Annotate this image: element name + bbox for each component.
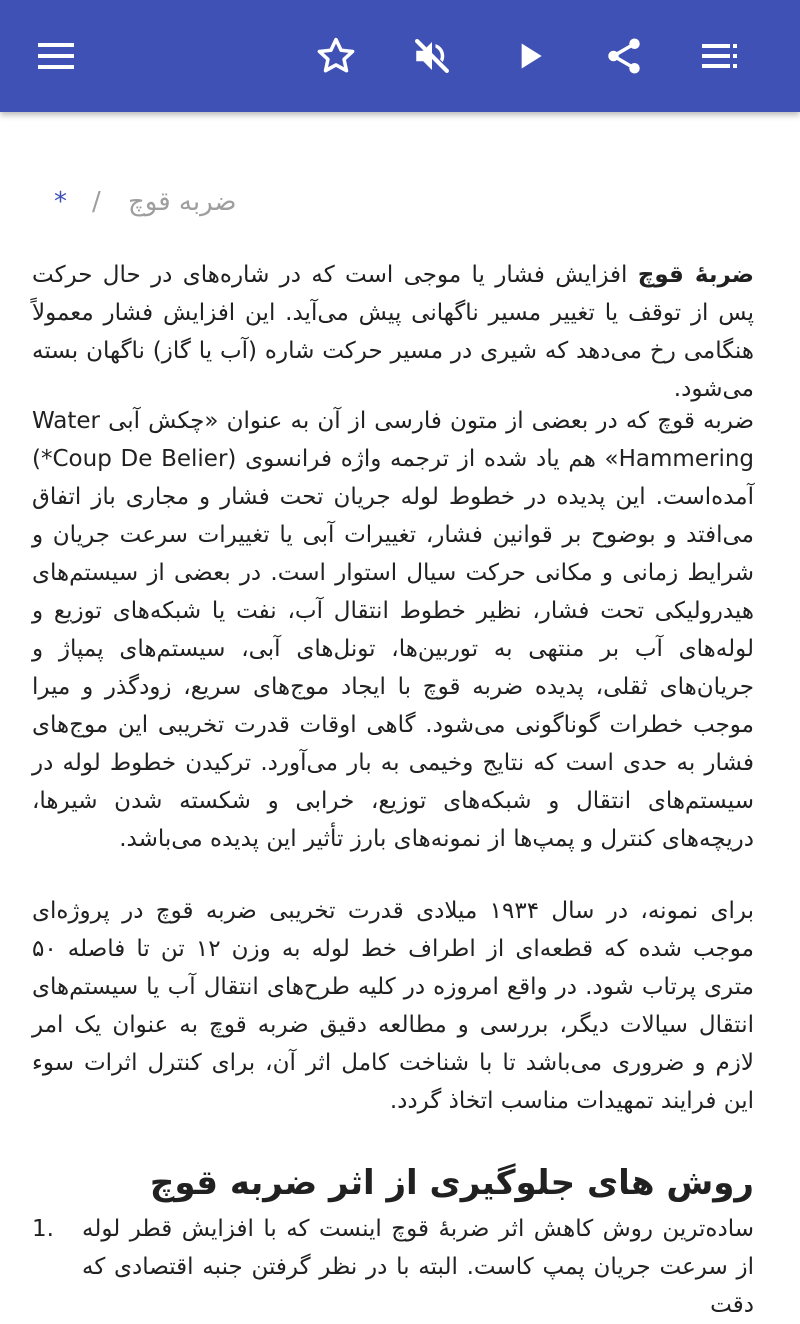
star-outline-icon: [315, 35, 357, 77]
list-icon: [700, 36, 740, 76]
favorite-button[interactable]: [302, 22, 370, 90]
breadcrumb-current: ضربه قوچ: [128, 187, 237, 217]
article-paragraph-3: برای نمونه، در سال ۱۹۳۴ میلادی قدرت تخریبی ضربه قوچ در پروژه‌ای موجب شده که قطعه‌ای از اطراف خط لوله به وزن ۱۲ تن تا فاصله ۵۰ متری پرتاب شود. در واقع امروزه در کلیه طرح‌های انتقال آب یا سیستم‌های انتقال سیالات دیگر، بررسی و مطالعه دقیق ضربه قوچ به عنوان یک امر لازم و ضروری می‌باشد تا با شناخت کامل اثر آن، برای کنترل اثرات سوء این فرایند تمهیدات مناسب اتخاذ گردد.: [32, 898, 755, 1114]
play-icon: [510, 36, 550, 76]
volume-off-icon: [411, 35, 453, 77]
table-of-contents-button[interactable]: [686, 22, 754, 90]
list-item-text: ساده‌ترین روش کاهش اثر ضربهٔ قوچ اینست که با افزایش قطر لوله از سرعت جریان پمپ کاست. البته با در نظر گرفتن جنبه اقتصادی که دقت: [82, 1216, 754, 1318]
share-icon: [603, 35, 645, 77]
prevention-methods-list: [32, 1210, 754, 1324]
section-heading: روش های جلوگیری از اثر ضربه قوچ: [149, 1163, 754, 1203]
breadcrumb-separator: /: [92, 187, 101, 217]
play-button[interactable]: [496, 22, 564, 90]
hamburger-icon: [36, 36, 76, 76]
menu-button[interactable]: [22, 22, 90, 90]
list-item: [32, 1210, 754, 1324]
article-term: ضربهٔ قوچ: [637, 262, 754, 288]
article-paragraph-2: ضربه قوچ که در بعضی از متون فارسی از آن به عنوان «چکش آبی Water Hammering» هم یاد شده از ترجمه واژه فرانسوی (Coup De Belier*) آمده‌است. این پدیده در خطوط لوله جریان تحت فشار و مجاری باز اتفاق می‌افتد و بوضوح بر قوانین فشار، تغییرات آبی یا تغییرات سرعت جریان و شرایط زمانی و مکانی حرکت سیال استوار است. در بعضی از سیستم‌های هیدرولیکی تحت فشار، نظیر خطوط انتقال آب، نفت یا شبکه‌های توزیع و لوله‌های آب بر منتهی به توربین‌ها، تونل‌های آبی، سیستم‌های پمپاژ و جریان‌های ثقلی، پدیده ضربه قوچ با ایجاد موج‌های سریع، زودگذر و میرا موجب خطرات گوناگونی می‌شود. گاهی اوقات قدرت تخریبی این موج‌های فشار به حدی است که نتایج وخیمی به بار می‌آورد. ترکیدن خطوط لوله در سیستم‌های انتقال و شبکه‌های توزیع، خرابی و شکسته شدن شیرها، دریچه‌های کنترل و پمپ‌ها از نمونه‌های بارز تأثیر این پدیده می‌باشد.: [32, 408, 755, 852]
breadcrumb: [0, 182, 800, 222]
app-toolbar: [0, 0, 800, 112]
article-paragraph-1: [32, 256, 754, 408]
mute-button[interactable]: [398, 22, 466, 90]
article-content[interactable]: [0, 112, 800, 1318]
breadcrumb-root-link[interactable]: *: [54, 187, 67, 217]
article-paragraph-1-text: افزایش فشار یا موجی است که در شاره‌های در حال حرکت پس از توقف یا تغییر مسیر ناگهانی پیش می‌آید. این افزایش فشار معمولاً هنگامی رخ می‌دهد که شیری در مسیر حرکت شاره (آب یا گاز) ناگهان بسته می‌شود.: [32, 262, 754, 402]
share-button[interactable]: [590, 22, 658, 90]
list-item-number: 1.: [32, 1216, 54, 1242]
